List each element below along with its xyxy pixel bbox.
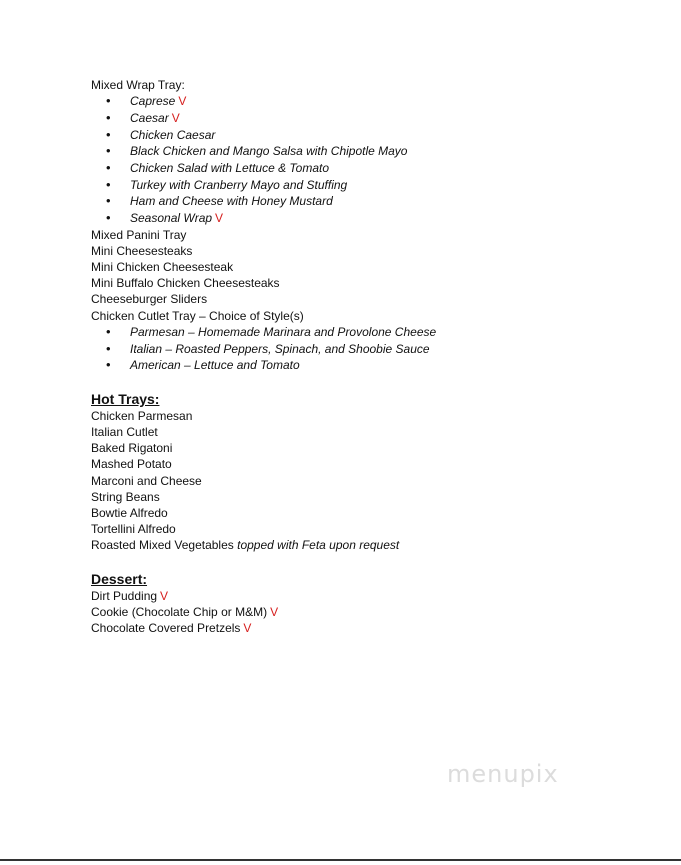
tray-item-mini-chicken-cheesesteak: Mini Chicken Cheesesteak [91,260,234,275]
hot-tray-item: Tortellini Alfredo [91,522,176,537]
vegetarian-mark: V [243,620,252,635]
dessert-item: Cookie (Chocolate Chip or M&M) V [91,604,279,619]
wrap-list [91,93,651,227]
tray-item-mixed-panini: Mixed Panini Tray [91,227,187,242]
tray-item-mini-cheesesteaks: Mini Cheesesteaks [91,243,193,258]
vegetarian-mark: V [171,110,180,125]
list-item: • Turkey with Cranberry Mayo and Stuffing [130,177,651,194]
list-item: • Black Chicken and Mango Salsa with Chipotle Mayo [130,143,651,160]
hot-tray-item: Bowtie Alfredo [91,506,168,520]
dessert-item: Chocolate Covered Pretzels V [91,620,252,635]
item-note: topped with Feta upon request [237,538,400,553]
hot-tray-item: Mashed Potato [91,457,172,472]
hot-tray-item: String Beans [91,489,160,504]
list-item: • Caprese V [130,93,651,110]
page-bottom-divider [0,859,681,861]
list-item: • Ham and Cheese with Honey Mustard [130,193,651,210]
section-heading-hot-trays: Hot Trays: [91,390,160,407]
vegetarian-mark: V [270,604,279,619]
list-item: • Chicken Salad with Lettuce & Tomato [130,160,651,177]
tray-item-mini-buffalo-chicken-cheesesteaks: Mini Buffalo Chicken Cheesesteaks [91,276,280,291]
menupix-watermark-logo: menupix [447,760,559,788]
section-title-mixed-wrap-tray: Mixed Wrap Tray: [91,78,185,92]
vegetarian-mark: V [160,588,169,603]
list-item: • American – Lettuce and Tomato [130,357,651,374]
vegetarian-mark: V [215,211,224,225]
list-item: • Seasonal Wrap V [130,210,651,227]
dessert-item: Dirt Pudding V [91,588,169,603]
vegetarian-mark: V [178,94,187,109]
tray-item-chicken-cutlet: Chicken Cutlet Tray – Choice of Style(s) [91,308,304,323]
list-item: • Chicken Caesar [130,127,651,144]
list-item: • Caesar V [130,110,651,127]
tray-item-cheeseburger-sliders: Cheeseburger Sliders [91,292,208,307]
list-item: • Italian – Roasted Peppers, Spinach, and Shoobie Sauce [130,341,651,358]
hot-tray-item: Marconi and Cheese [91,473,202,488]
list-item: • Parmesan – Homemade Marinara and Provolone Cheese [130,324,651,341]
hot-tray-item: Italian Cutlet [91,425,158,440]
section-heading-dessert: Dessert: [91,570,148,587]
hot-tray-item: Chicken Parmesan [91,408,193,423]
hot-tray-item: Baked Rigatoni [91,441,173,456]
cutlet-style-list [91,324,651,374]
hot-tray-item-roasted-vegetables: Roasted Mixed Vegetables topped with Feta upon request [91,538,400,553]
menu-document [91,77,651,636]
